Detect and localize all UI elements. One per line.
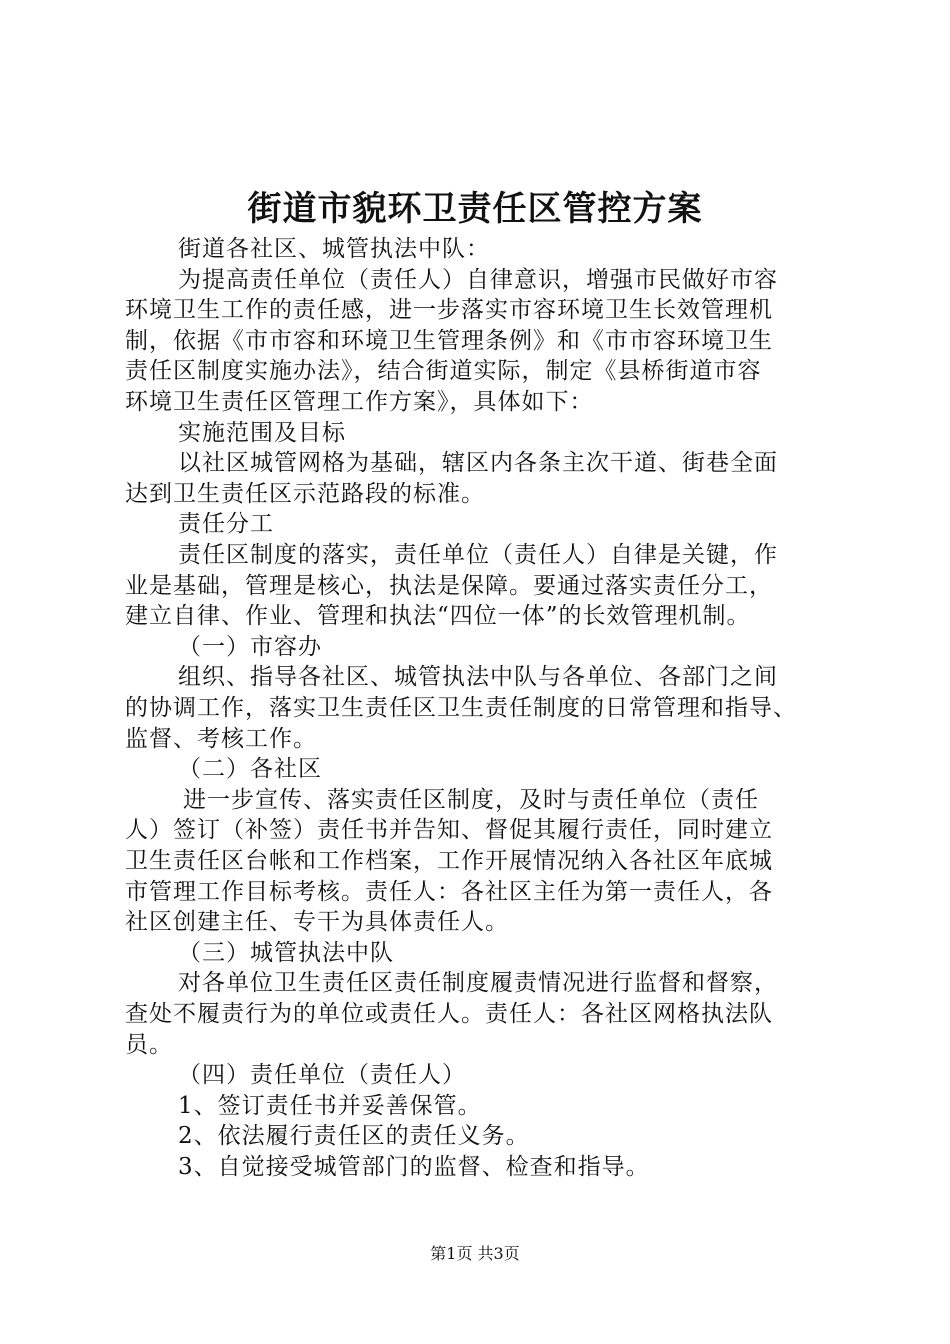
text-line: 为提高责任单位（责任人）自律意识，增强市民做好市容 (178, 266, 778, 293)
text-line: （三）城管执法中队 (178, 939, 394, 966)
page-footer: 第1页 共3页 (430, 1244, 520, 1263)
text-line: （二）各社区 (178, 756, 322, 783)
text-line: 2、依法履行责任区的责任义务。 (178, 1123, 530, 1150)
text-line: 达到卫生责任区示范路段的标准。 (125, 480, 485, 507)
text-line: 实施范围及目标 (178, 419, 346, 446)
text-line: 街道各社区、城管执法中队： (178, 236, 490, 262)
text-line: 制，依据《市市容和环境卫生管理条例》和《市市容环境卫生 (125, 327, 773, 354)
document-title: 街道市貌环卫责任区管控方案 (247, 189, 703, 229)
text-line: 责任区制度的落实，责任单位（责任人）自律是关键，作 (178, 542, 778, 568)
text-line: （一）市容办 (178, 633, 322, 660)
text-line: 责任分工 (178, 511, 274, 538)
text-line: （四）责任单位（责任人） (178, 1062, 466, 1089)
text-line: 员。 (125, 1031, 173, 1058)
text-line: 社区创建主任、专干为具体责任人。 (125, 909, 509, 936)
text-line: 环境卫生工作的责任感，进一步落实市容环境卫生长效管理机 (125, 297, 773, 324)
text-line: 对各单位卫生责任区责任制度履责情况进行监督和督察， (178, 970, 778, 997)
text-line: 组织、指导各社区、城管执法中队与各单位、各部门之间 (178, 664, 778, 691)
text-line: 的协调工作，落实卫生责任区卫生责任制度的日常管理和指导、 (125, 695, 797, 721)
text-line: 进一步宣传、落实责任区制度，及时与责任单位（责任 (183, 786, 759, 813)
text-line: 人）签订（补签）责任书并告知、督促其履行责任，同时建立 (125, 817, 773, 844)
text-line: 监督、考核工作。 (125, 725, 317, 752)
text-line: 业是基础，管理是核心，执法是保障。要通过落实责任分工， (125, 572, 773, 599)
text-line: 查处不履责行为的单位或责任人。责任人：各社区网格执法队 (125, 1001, 773, 1027)
text-line: 1、签订责任书并妥善保管。 (178, 1092, 482, 1119)
text-line: 以社区城管网格为基础，辖区内各条主次干道、街巷全面 (178, 450, 778, 477)
text-line: 卫生责任区台帐和工作档案，工作开展情况纳入各社区年底城 (125, 848, 773, 874)
text-line: 环境卫生责任区管理工作方案》，具体如下： (125, 389, 594, 415)
text-line: 建立自律、作业、管理和执法“四位一体”的长效管理机制。 (125, 603, 751, 630)
text-line: 3、自觉接受城管部门的监督、检查和指导。 (178, 1154, 650, 1180)
text-line: 责任区制度实施办法》，结合街道实际，制定《县桥街道市容 (125, 358, 762, 385)
text-line: 市管理工作目标考核。责任人：各社区主任为第一责任人，各 (125, 878, 773, 905)
